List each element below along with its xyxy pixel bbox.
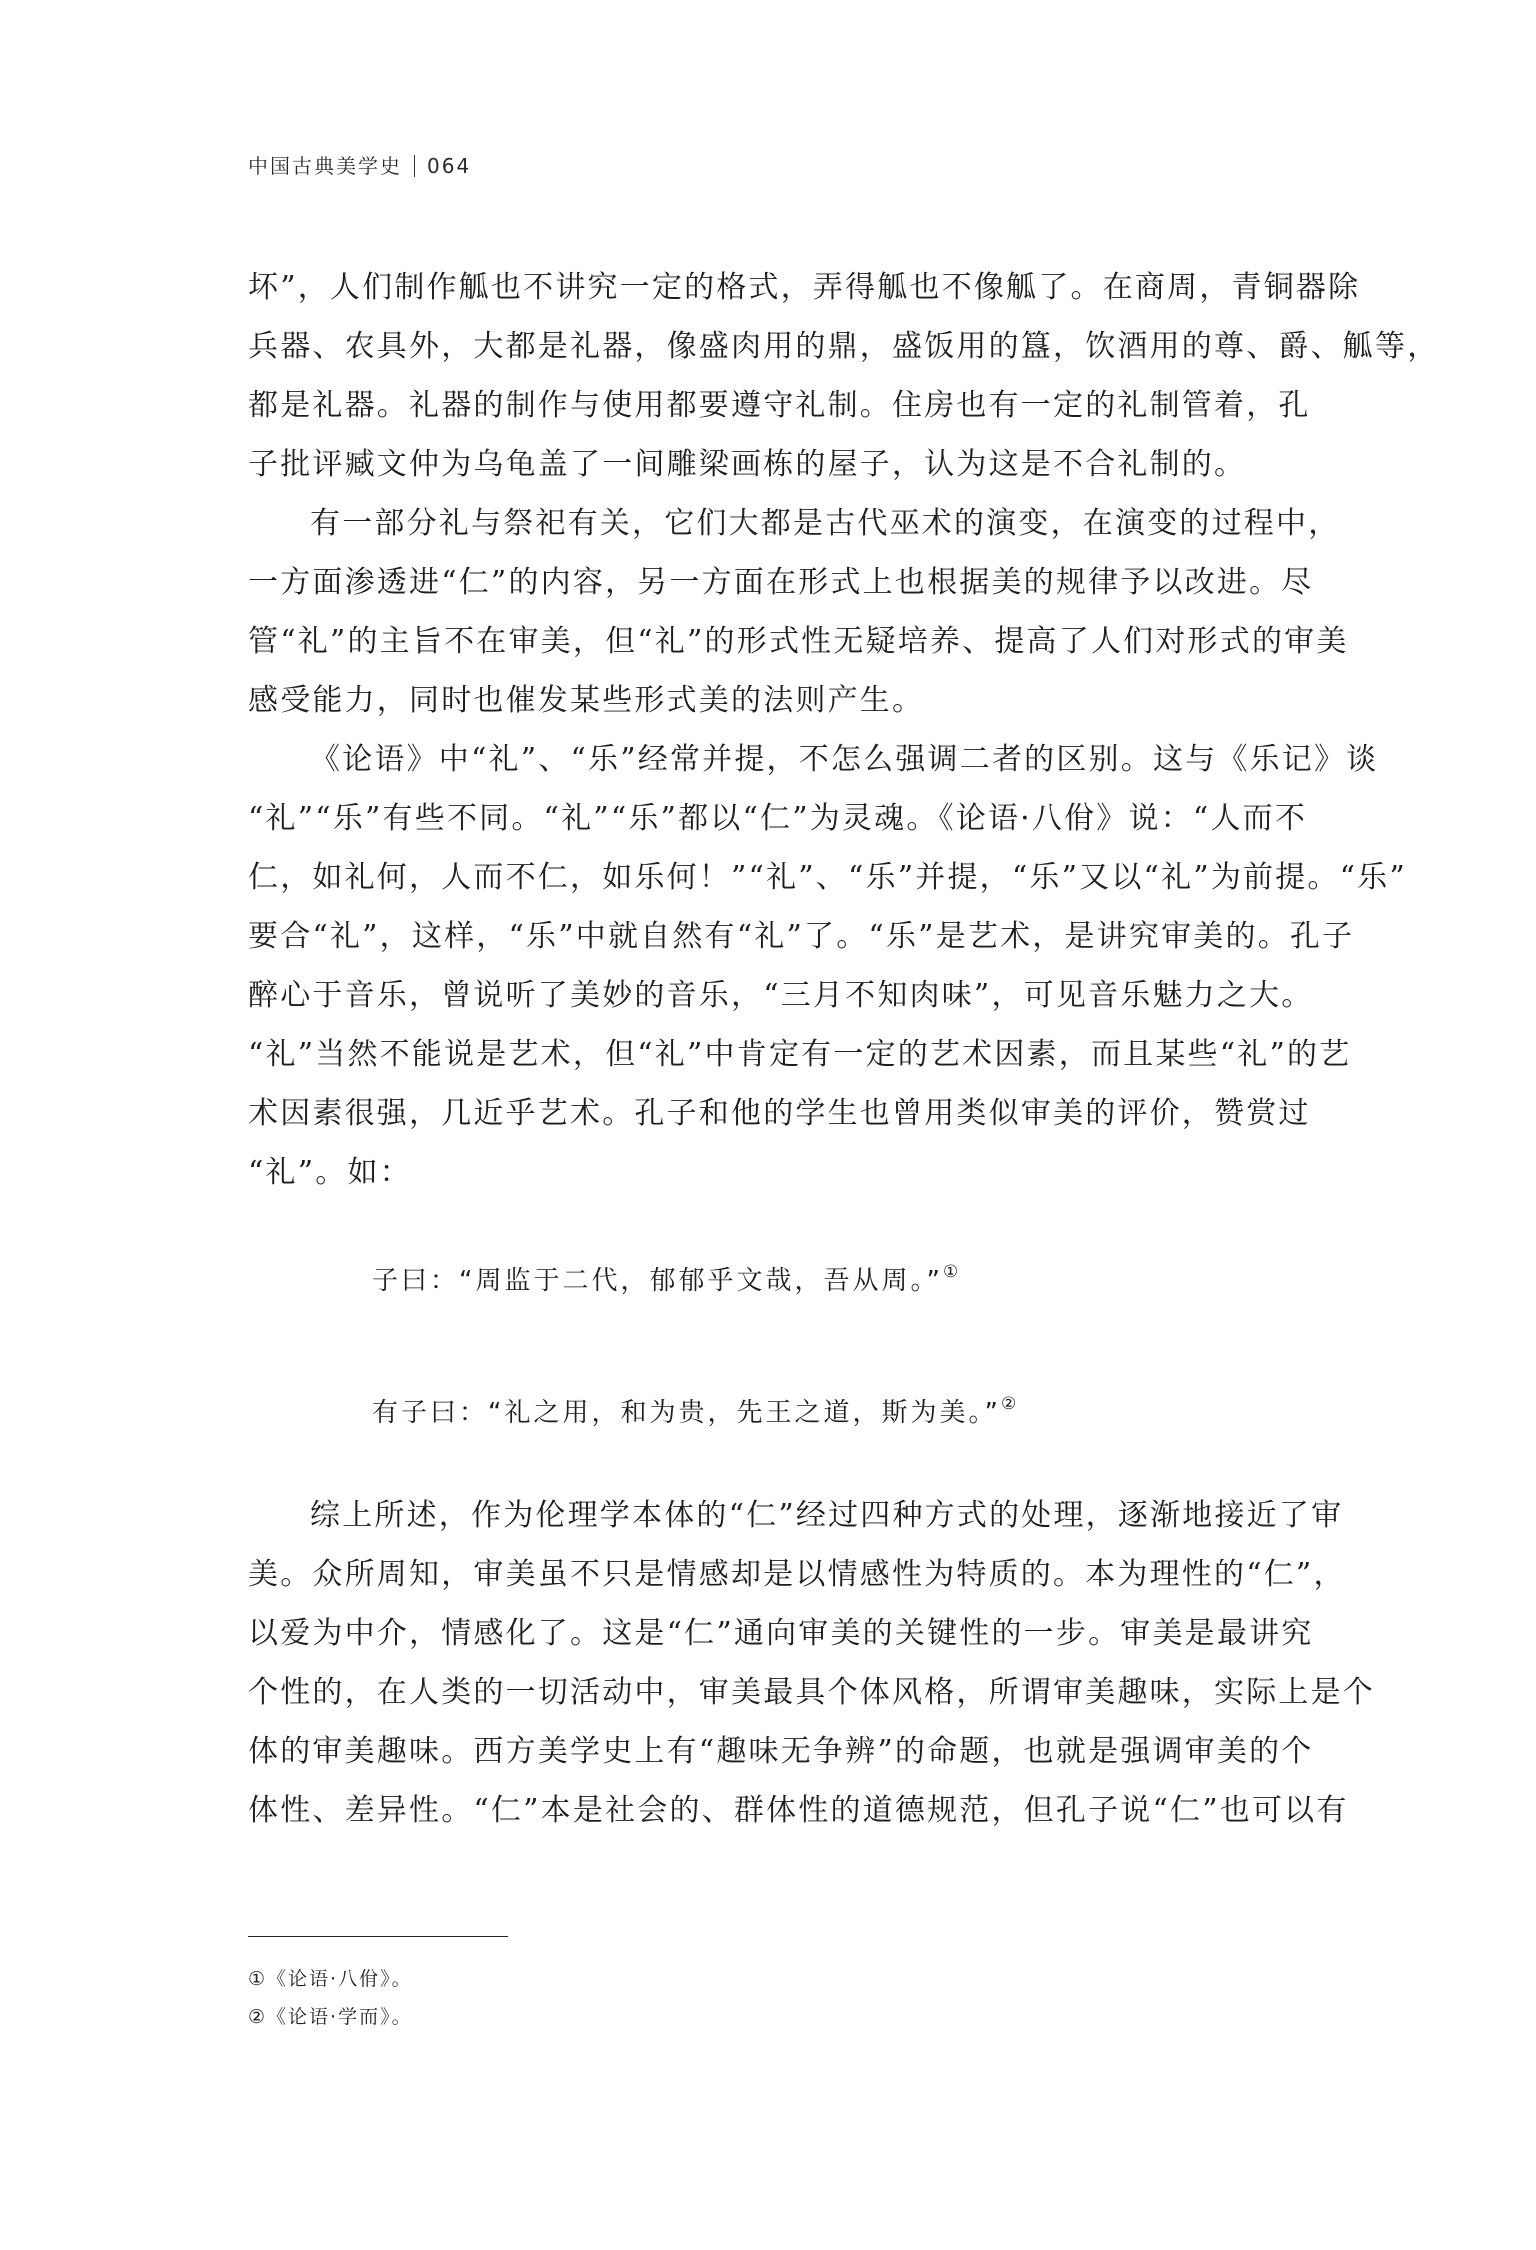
text-line: 坏”，人们制作觚也不讲究一定的格式，弄得觚也不像觚了。在商周，青铜器除 xyxy=(248,270,1361,305)
text-line: 体的审美趣味。西方美学史上有“趣味无争辨”的命题，也就是强调审美的个 xyxy=(248,1734,1314,1769)
text-line: 管“礼”的主旨不在审美，但“礼”的形式性无疑培养、提高了人们对形式的审美 xyxy=(248,624,1349,659)
block-quote xyxy=(248,1252,1288,1296)
text-line: 醉心于音乐，曾说听了美妙的音乐，“三月不知肉味”，可见音乐魅力之大。 xyxy=(248,978,1314,1013)
spacer xyxy=(248,1292,1288,1384)
text-line: “礼”当然不能说是艺术，但“礼”中肯定有一定的艺术因素，而且某些“礼”的艺 xyxy=(248,1037,1352,1072)
text-line: 个性的，在人类的一切活动中，审美最具个体风格，所谓审美趣味，实际上是个 xyxy=(248,1675,1375,1710)
quote-text: 有子曰：“礼之用，和为贵，先王之道，斯为美。” xyxy=(372,1398,1001,1428)
text-line: 体性、差异性。“仁”本是社会的、群体性的道德规范，但孔子说“仁”也可以有 xyxy=(248,1793,1349,1828)
text-line: 仁，如礼何，人而不仁，如乐何！”“礼”、“乐”并提，“乐”又以“礼”为前提。“乐” xyxy=(248,860,1407,895)
spacer xyxy=(248,1424,1288,1486)
footnotes xyxy=(248,1960,413,2036)
running-header xyxy=(248,150,471,179)
footnote-item: ①《论语·八佾》。 xyxy=(248,1968,413,1990)
text-line: 子批评臧文仲为乌龟盖了一间雕梁画栋的屋子，认为这是不合礼制的。 xyxy=(248,447,1247,482)
footnote-marker: ② xyxy=(1000,1394,1017,1414)
text-line: 美。众所周知，审美虽不只是情感却是以情感性为特质的。本为理性的“仁”， xyxy=(248,1557,1346,1592)
text-line: “礼”“乐”有些不同。“礼”“乐”都以“仁”为灵魂。《论语·八佾》说：“人而不 xyxy=(248,801,1308,836)
text-line: 术因素很强，几近乎艺术。孔子和他的学生也曾用类似审美的评价，赞赏过 xyxy=(248,1096,1311,1131)
block-quote xyxy=(248,1384,1288,1428)
footnote-divider xyxy=(248,1936,508,1937)
text-line: 兵器、农具外，大都是礼器，像盛肉用的鼎，盛饭用的簋，饮酒用的尊、爵、觚等， xyxy=(248,329,1440,364)
body-text xyxy=(248,258,1440,1840)
paragraph-first-line: 《论语》中“礼”、“乐”经常并提，不怎么强调二者的区别。这与《乐记》谈 xyxy=(310,742,1379,777)
header-divider xyxy=(414,155,415,177)
book-title: 中国古典美学史 xyxy=(248,154,402,178)
footnote-item: ②《论语·学而》。 xyxy=(248,2006,413,2028)
quote-text: 子曰：“周监于二代，郁郁乎文哉，吾从周。” xyxy=(372,1266,943,1296)
text-line: 都是礼器。礼器的制作与使用都要遵守礼制。住房也有一定的礼制管着，孔 xyxy=(248,388,1311,423)
text-line: 要合“礼”，这样，“乐”中就自然有“礼”了。“乐”是艺术，是讲究审美的。孔子 xyxy=(248,919,1355,954)
paragraph-first-line: 有一部分礼与祭祀有关，它们大都是古代巫术的演变，在演变的过程中， xyxy=(310,506,1341,541)
paragraph-first-line: 综上所述，作为伦理学本体的“仁”经过四种方式的处理，逐渐地接近了审 xyxy=(310,1498,1344,1533)
text-line: 以爱为中介，情感化了。这是“仁”通向审美的关键性的一步。审美是最讲究 xyxy=(248,1616,1314,1651)
text-line: 感受能力，同时也催发某些形式美的法则产生。 xyxy=(248,683,925,718)
text-line: 一方面渗透进“仁”的内容，另一方面在形式上也根据美的规律予以改进。尽 xyxy=(248,565,1314,600)
footnote-marker: ① xyxy=(942,1262,959,1282)
spacer xyxy=(248,1202,1288,1252)
text-line: “礼”。如： xyxy=(248,1155,412,1190)
page-number: 064 xyxy=(427,154,472,178)
